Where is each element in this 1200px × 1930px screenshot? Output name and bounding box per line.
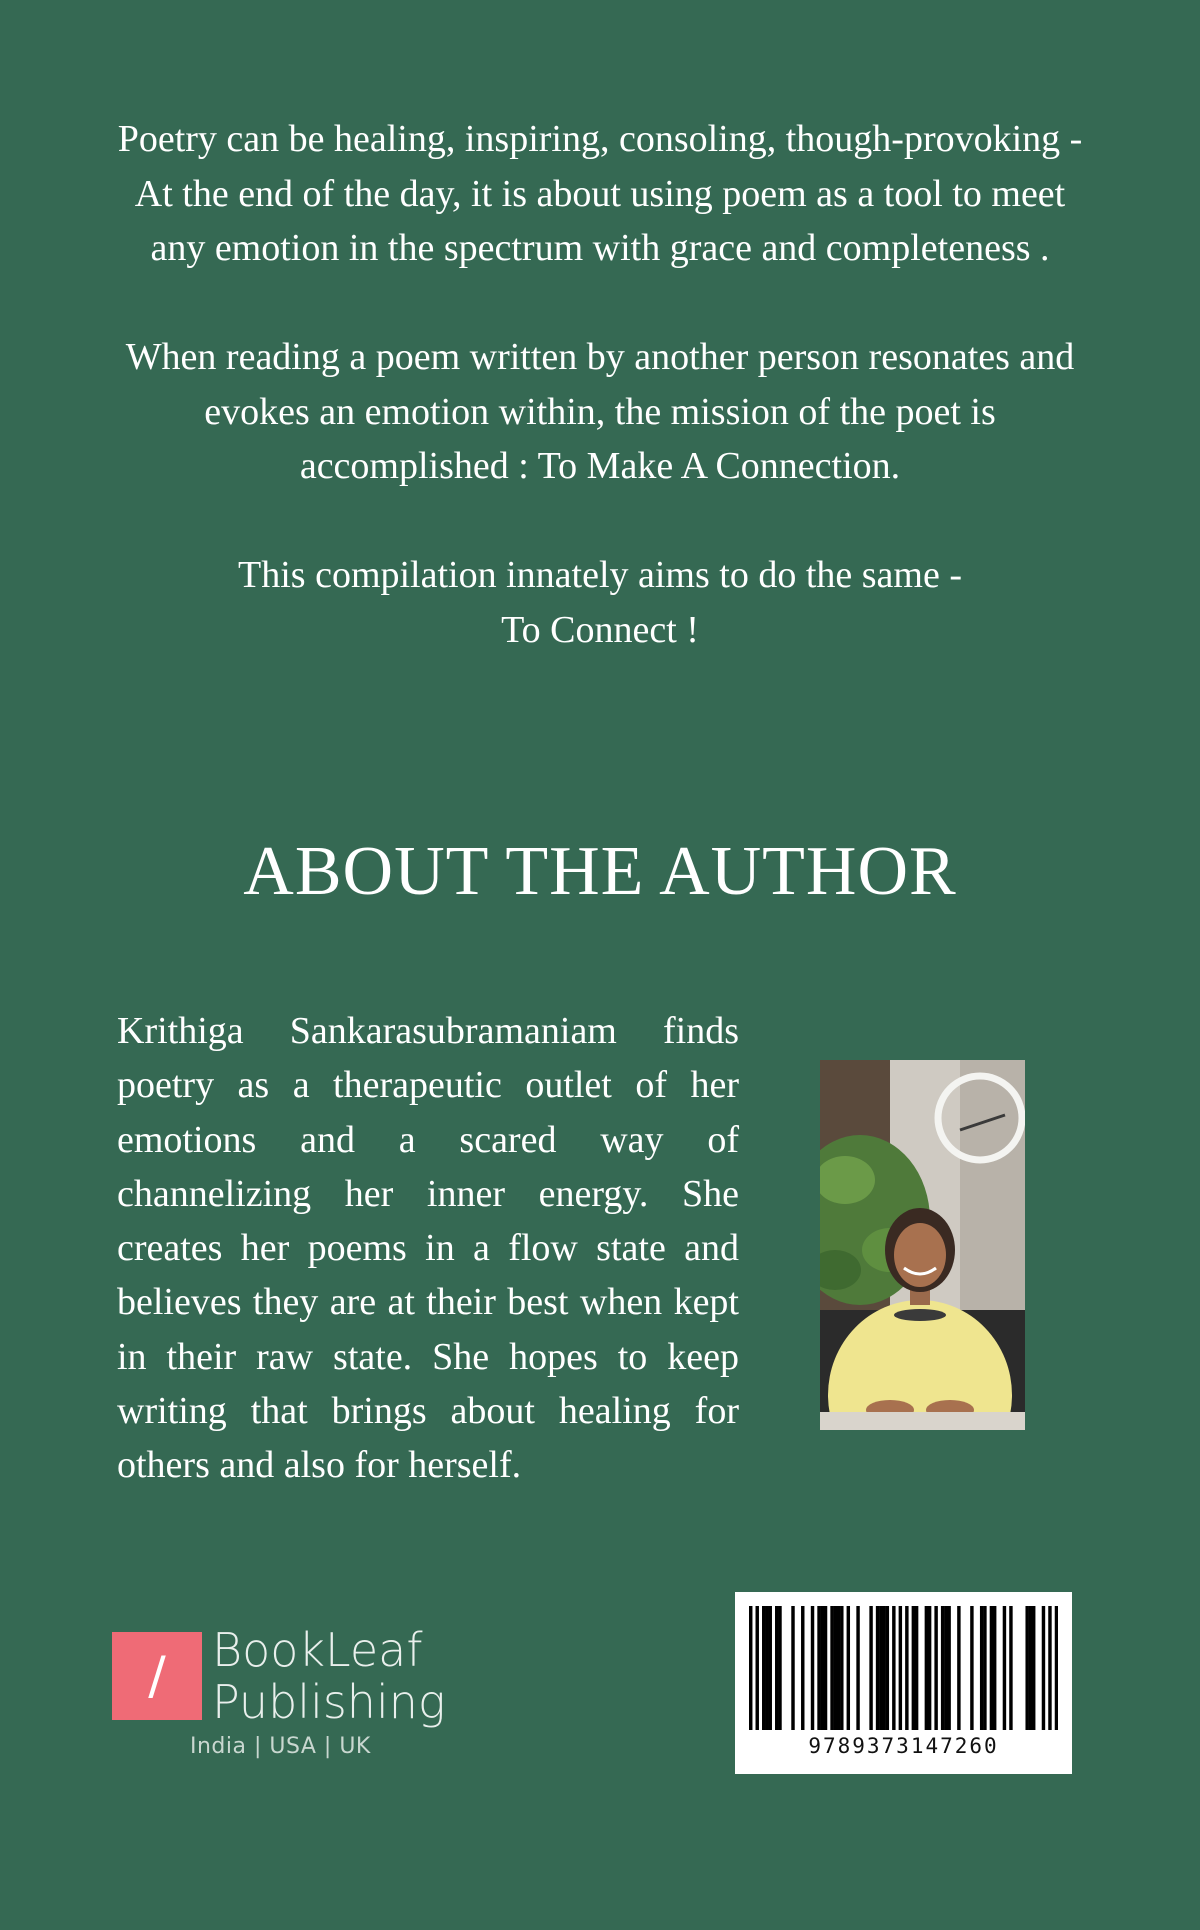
- publisher-logo: [112, 1623, 512, 1770]
- barcode-bar: [756, 1606, 759, 1730]
- barcode-bar: [791, 1606, 794, 1730]
- author-bio: Krithiga Sankarasubramaniam finds poetry as a therapeutic outlet of her emotions and a scared way of channelizing her inner energy. She creates her poems in a flow state and believes they are at their best when kept in their raw state. She hopes to keep writing that brings about healing for others and also for herself.: [117, 1010, 739, 1487]
- barcode-bar: [765, 1606, 768, 1730]
- barcode-bar: [957, 1606, 960, 1730]
- blurb-line: To Connect !: [501, 608, 699, 651]
- blurb-paragraph: Poetry can be healing, inspiring, consoling, though-provoking - At the end of the day, it is about using poem as a tool to meet any emotion in the spectrum with grace and completeness .: [117, 118, 1083, 269]
- barcode-bar: [1009, 1606, 1012, 1730]
- barcode-bar: [876, 1606, 879, 1730]
- barcode-bar: [1025, 1606, 1028, 1730]
- barcode-bar: [886, 1606, 889, 1730]
- barcode-bar: [834, 1606, 837, 1730]
- barcode-bar: [856, 1606, 859, 1730]
- publisher-regions: India | USA | UK: [190, 1734, 371, 1759]
- barcode-bar: [847, 1606, 850, 1730]
- barcode-bar: [840, 1606, 843, 1730]
- barcode-bar: [824, 1606, 827, 1730]
- barcode-bar: [1032, 1606, 1035, 1730]
- barcode-bar: [769, 1606, 772, 1730]
- barcode-bar: [944, 1606, 947, 1730]
- publisher-slash-mark: /: [112, 1632, 202, 1720]
- barcode-bar: [762, 1606, 765, 1730]
- barcode-bar: [1003, 1606, 1006, 1730]
- barcode-bar: [928, 1606, 931, 1730]
- barcode-bar: [892, 1606, 895, 1730]
- barcode-bar: [899, 1606, 902, 1730]
- blurb-line: This compilation innately aims to do the same -: [238, 554, 962, 596]
- barcode-bar: [830, 1606, 833, 1730]
- isbn-barcode: [735, 1592, 1072, 1774]
- barcode-bar: [882, 1606, 885, 1730]
- barcode-bar: [980, 1606, 983, 1730]
- blurb-paragraph: When reading a poem written by another person resonates and evokes an emotion within, the mission of the poet is accomplished : To Make A Connection.: [125, 336, 1075, 487]
- barcode-bar: [869, 1606, 872, 1730]
- publisher-name-line: Publishing: [212, 1675, 446, 1729]
- barcode-bar: [778, 1606, 781, 1730]
- barcode-bar: [879, 1606, 882, 1730]
- barcode-bar: [934, 1606, 937, 1730]
- barcode-bar: [990, 1606, 993, 1730]
- barcode-bar: [1055, 1606, 1058, 1730]
- barcode-bar: [970, 1606, 973, 1730]
- barcode-bar: [983, 1606, 986, 1730]
- publisher-name-line: BookLeaf: [212, 1623, 423, 1677]
- blurb-paragraph: [110, 548, 1090, 657]
- barcode-bar: [749, 1606, 752, 1730]
- barcode-bar: [941, 1606, 944, 1730]
- barcode-bar: [915, 1606, 918, 1730]
- barcode-bar: [821, 1606, 824, 1730]
- author-photo: [820, 1060, 1025, 1430]
- barcode-bar: [905, 1606, 908, 1730]
- barcode-bar: [947, 1606, 950, 1730]
- barcode-bars: [749, 1606, 1058, 1730]
- barcode-bar: [811, 1606, 814, 1730]
- barcode-bar: [912, 1606, 915, 1730]
- barcode-bar: [801, 1606, 804, 1730]
- about-author-heading: ABOUT THE AUTHOR: [243, 833, 957, 910]
- barcode-bar: [775, 1606, 778, 1730]
- back-cover-blurb: [110, 112, 1090, 712]
- isbn-number: 9789373147260: [808, 1734, 999, 1758]
- barcode-bar: [1048, 1606, 1051, 1730]
- barcode-bar: [925, 1606, 928, 1730]
- barcode-bar: [837, 1606, 840, 1730]
- barcode-bar: [1029, 1606, 1032, 1730]
- barcode-bar: [1042, 1606, 1045, 1730]
- barcode-bar: [817, 1606, 820, 1730]
- barcode-bar: [993, 1606, 996, 1730]
- publisher-name: [212, 1624, 446, 1728]
